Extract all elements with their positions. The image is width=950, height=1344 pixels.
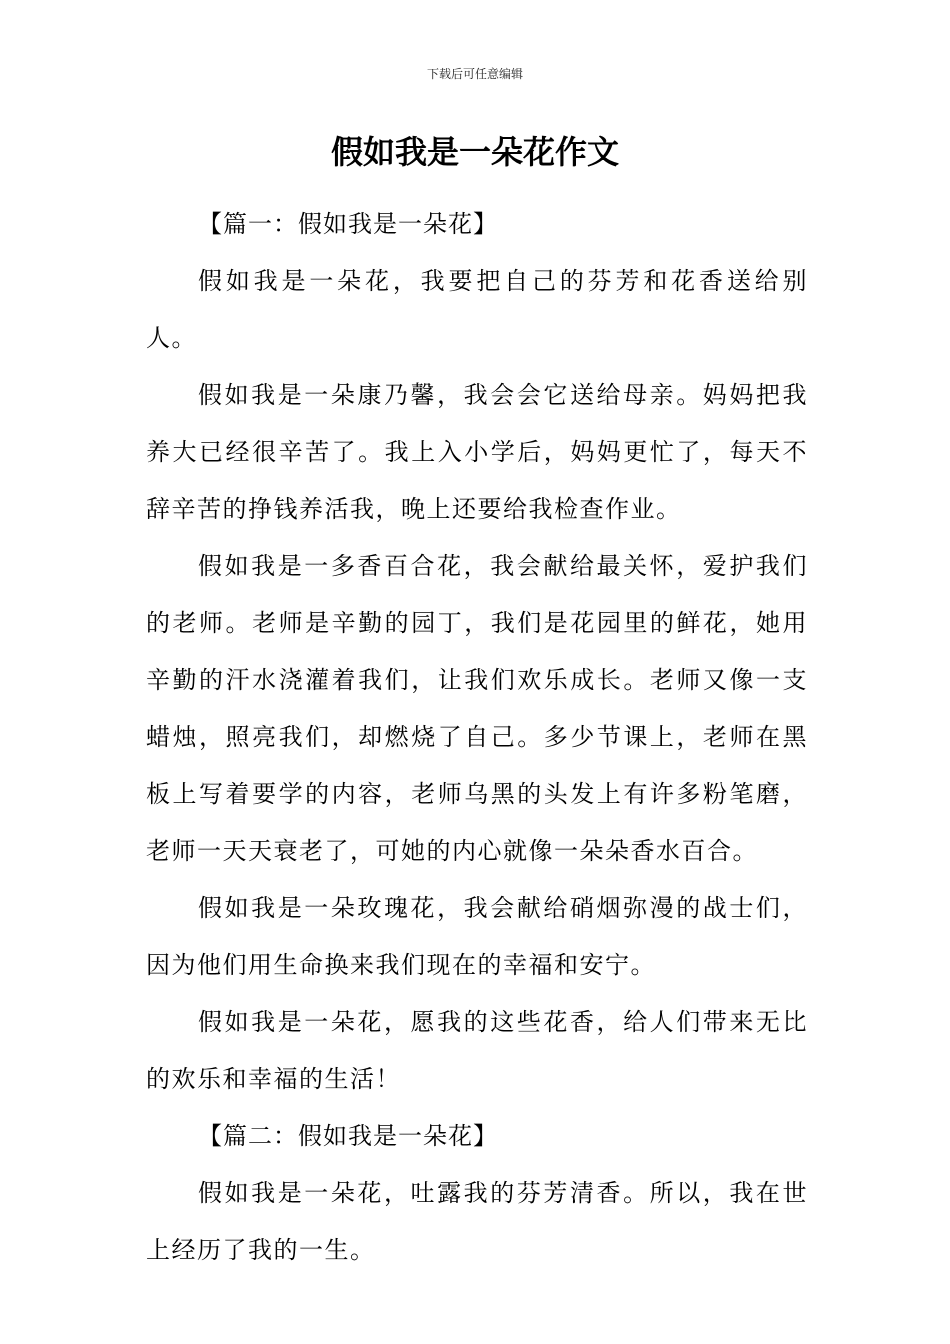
section-heading: 【篇一：假如我是一朵花】 xyxy=(198,210,498,238)
header-note: 下载后可任意编辑 xyxy=(426,67,523,81)
paragraph: 假如我是一朵花，我要把自己的芬芳和花香送给别人。 xyxy=(146,267,808,352)
paragraph: 假如我是一多香百合花，我会献给最关怀，爱护我们的老师。老师是辛勤的园丁，我们是花园里的鲜花，她用辛勤的汗水浇灌着我们，让我们欢乐成长。老师又像一支蜡烛，照亮我们，却燃烧了自己。多少节课上，老师在黑板上写着要学的内容，老师乌黑的头发上有许多粉笔磨，老师一天天衰老了，可她的内心就像一朵朵香水百合。 xyxy=(146,552,808,865)
document-body xyxy=(146,196,808,1279)
section-heading: 【篇二：假如我是一朵花】 xyxy=(198,1122,498,1150)
paragraph: 假如我是一朵康乃馨，我会会它送给母亲。妈妈把我养大已经很辛苦了。我上入小学后，妈妈更忙了，每天不辞辛苦的挣钱养活我，晚上还要给我检查作业。 xyxy=(146,381,808,523)
paragraph: 假如我是一朵玫瑰花，我会献给硝烟弥漫的战士们，因为他们用生命换来我们现在的幸福和安宁。 xyxy=(146,894,808,979)
paragraph: 假如我是一朵花，吐露我的芬芳清香。所以，我在世上经历了我的一生。 xyxy=(146,1179,808,1264)
paragraph: 假如我是一朵花，愿我的这些花香，给人们带来无比的欢乐和幸福的生活！ xyxy=(146,1008,808,1093)
document-title: 假如我是一朵花作文 xyxy=(330,133,619,171)
